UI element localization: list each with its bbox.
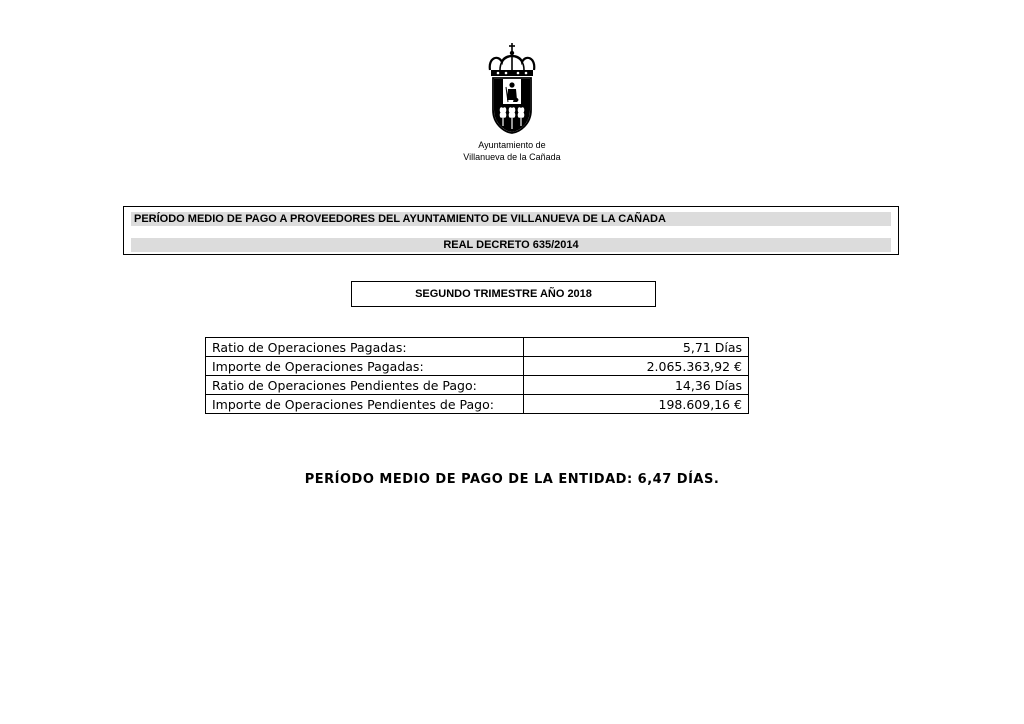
- decree-reference: REAL DECRETO 635/2014: [131, 238, 891, 252]
- metric-label: Ratio de Operaciones Pendientes de Pago:: [206, 376, 524, 395]
- report-header-box: [123, 206, 899, 255]
- coat-of-arms-icon: [486, 42, 538, 134]
- metric-label: Ratio de Operaciones Pagadas:: [206, 338, 524, 357]
- metric-value: 2.065.363,92 €: [524, 357, 749, 376]
- table-row: [206, 338, 749, 357]
- average-payment-period-summary: PERÍODO MEDIO DE PAGO DE LA ENTIDAD: 6,47 DÍAS.: [304, 472, 720, 487]
- organization-name: [412, 139, 612, 163]
- metric-value: 14,36 Días: [524, 376, 749, 395]
- table-row: [206, 376, 749, 395]
- metric-label: Importe de Operaciones Pagadas:: [206, 357, 524, 376]
- report-period: SEGUNDO TRIMESTRE AÑO 2018: [351, 281, 656, 307]
- table-row: [206, 395, 749, 414]
- organization-name-line-2: Villanueva de la Cañada: [463, 152, 561, 162]
- table-row: [206, 357, 749, 376]
- metric-label: Importe de Operaciones Pendientes de Pago:: [206, 395, 524, 414]
- report-title: PERÍODO MEDIO DE PAGO A PROVEEDORES DEL AYUNTAMIENTO DE VILLANUEVA DE LA CAÑADA: [131, 212, 891, 226]
- metric-value: 5,71 Días: [524, 338, 749, 357]
- metric-value: 198.609,16 €: [524, 395, 749, 414]
- metrics-table: [205, 337, 749, 414]
- organization-name-line-1: Ayuntamiento de: [478, 140, 546, 150]
